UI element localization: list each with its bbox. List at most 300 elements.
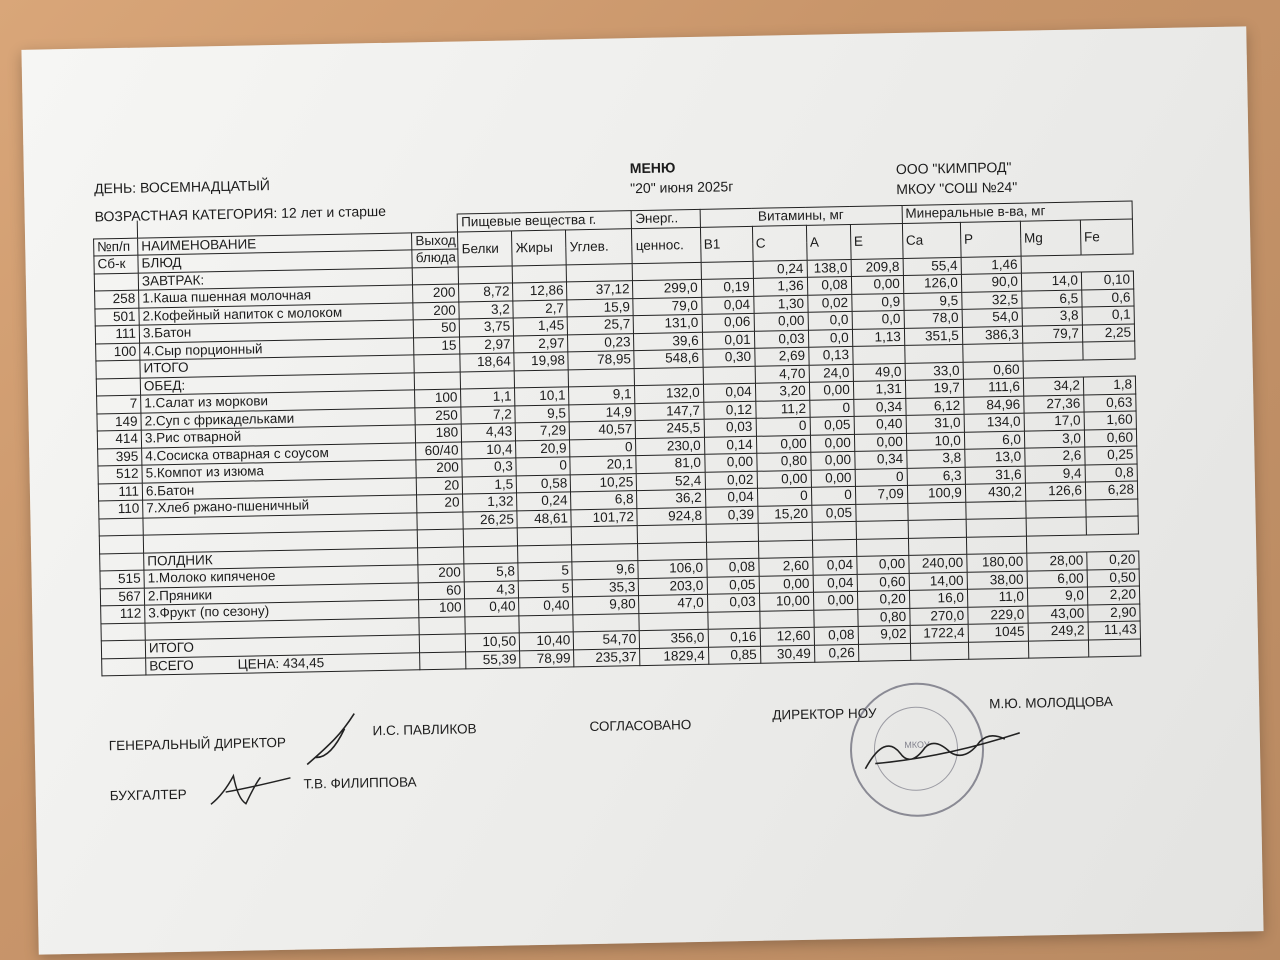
value-ca: 126,0 [903, 274, 961, 293]
cell [515, 369, 569, 388]
cell [1086, 498, 1138, 516]
cell [707, 611, 759, 629]
recipe-number: 258 [95, 290, 139, 308]
value-fe: 0,60 [963, 361, 1023, 380]
b1-header: B1 [700, 226, 753, 262]
cell [908, 502, 966, 521]
value-carbs: 6,8 [571, 491, 637, 510]
e-header: E [850, 223, 903, 259]
total-protein: 55,39 [466, 650, 520, 669]
total-label-text: ИТОГО [143, 359, 189, 376]
total-carbs: 235,37 [574, 648, 640, 667]
cell [519, 614, 573, 633]
mg-header: Mg [1020, 220, 1081, 256]
value-c: 0,00 [757, 470, 811, 489]
value-p: 209,8 [851, 258, 903, 276]
value-energy: 39,6 [634, 332, 702, 351]
value-e: 0 [855, 468, 907, 486]
value-mg: 17,0 [1024, 412, 1084, 431]
dish-name: 7.Хлеб ржано-пшеничный [143, 495, 418, 518]
value-b1: 0,00 [704, 453, 756, 471]
value-a: 0,00 [810, 451, 854, 469]
recipe-number: 395 [98, 448, 142, 466]
cell [855, 503, 907, 521]
value-ca: 10,0 [906, 432, 964, 451]
value-carbs: 40,57 [570, 421, 636, 440]
recipe-number: 111 [98, 483, 142, 501]
total-ca: 1722,4 [910, 624, 968, 643]
value-e: 0,00 [856, 555, 908, 573]
cell [1026, 499, 1086, 518]
total-a: 0,08 [814, 626, 858, 644]
value-p: 386,3 [962, 326, 1022, 345]
value-energy: 245,5 [636, 419, 704, 438]
value-fat: 0 [516, 457, 570, 476]
recipe-number: 111 [95, 325, 139, 343]
total-fat: 10,40 [520, 632, 574, 651]
value-e: 0,60 [857, 573, 909, 591]
cell [464, 528, 518, 547]
value-carbs: 35,3 [573, 578, 639, 597]
cell [1088, 638, 1140, 656]
value-e: 1,31 [853, 380, 905, 398]
value-fe: 0,10 [1081, 271, 1133, 289]
value-fat: 9,5 [515, 404, 569, 423]
dish-yield: 100 [415, 389, 461, 407]
value-p: 180,00 [967, 553, 1027, 572]
value-fe: 0,6 [1082, 289, 1134, 307]
cell [1083, 341, 1135, 359]
value-c: 0,00 [759, 575, 813, 594]
value-e: 0,80 [857, 608, 909, 626]
cell [639, 612, 707, 631]
dish-yield: 50 [413, 319, 459, 337]
cell [910, 642, 968, 661]
value-mg: 126,6 [1025, 482, 1085, 501]
value-mg: 2,6 [1025, 447, 1085, 466]
value-fat: 5 [518, 562, 572, 581]
value-protein: 10,4 [462, 440, 516, 459]
fe-header: Fe [1080, 219, 1133, 255]
cell [513, 264, 567, 283]
cell [518, 527, 572, 546]
dish-name: 5.Компот из изюма [142, 460, 417, 483]
energy-header-2: ценнос. [632, 227, 701, 263]
value-fat: 7,29 [516, 422, 570, 441]
cell [464, 545, 518, 564]
cell [852, 345, 904, 363]
value-c: 0,00 [756, 435, 810, 454]
total-protein: 18,64 [460, 353, 514, 372]
cell [759, 610, 813, 629]
value-protein: 5,8 [464, 563, 518, 582]
value-ca: 351,5 [904, 327, 962, 346]
cell [465, 615, 519, 634]
value-b1: 0,05 [707, 576, 759, 594]
value-fat: 0,58 [517, 474, 571, 493]
value-fe: 2,20 [1087, 586, 1139, 604]
cell [518, 544, 572, 563]
value-b1: 0,04 [705, 488, 757, 506]
cell [460, 370, 514, 389]
dish-yield: 100 [419, 599, 465, 617]
recipe-number: 7 [97, 395, 141, 413]
value-p: 11,0 [967, 588, 1027, 607]
total-energy: 356,0 [640, 629, 708, 648]
value-carbs: 37,12 [567, 281, 633, 300]
school-director-signature [855, 721, 1026, 784]
total-label-text: ВСЕГО [149, 657, 194, 674]
age-category: ВОЗРАСТНАЯ КАТЕГОРИЯ: 12 лет и старше [94, 202, 387, 225]
value-protein: 3,2 [459, 300, 513, 319]
cell [414, 354, 460, 372]
value-energy: 132,0 [635, 384, 703, 403]
approved-label: СОГЛАСОВАНО [589, 717, 692, 735]
cell [419, 616, 465, 634]
name-header-2: БЛЮД [138, 250, 413, 273]
menu-date: "20" июня 2025г [630, 178, 734, 197]
menu-sheet [21, 26, 1263, 954]
cell [1023, 342, 1083, 361]
cell [101, 623, 145, 641]
value-energy: 299,0 [633, 279, 701, 298]
value-a: 0,04 [812, 556, 856, 574]
accountant-name: Т.В. ФИЛИППОВА [303, 774, 417, 792]
dish-yield: 250 [415, 406, 461, 424]
cell [569, 368, 635, 387]
value-fe: 1,46 [961, 256, 1021, 275]
value-mg: 3,8 [1022, 307, 1082, 326]
value-e: 0,24 [753, 260, 807, 279]
value-b1: 0,02 [705, 471, 757, 489]
value-ca: 3,8 [906, 449, 964, 468]
num-header-1: №п/п [94, 238, 138, 256]
value-energy: 147,7 [635, 402, 703, 421]
value-fat: 1,45 [514, 317, 568, 336]
value-carbs: 9,1 [569, 386, 635, 405]
value-ca: 9,5 [903, 292, 961, 311]
value-carbs: 25,7 [568, 316, 634, 335]
section-title: ОБЕД: [140, 372, 415, 395]
value-fe: 0,60 [1084, 429, 1136, 447]
total-b1: 0,85 [708, 646, 760, 664]
value-fat: 0,24 [517, 492, 571, 511]
ca-header: Ca [902, 222, 961, 258]
value-protein: 3,75 [459, 318, 513, 337]
value-mg: 55,4 [903, 257, 961, 276]
value-p: 84,96 [964, 396, 1024, 415]
value-energy: 79,0 [633, 297, 701, 316]
value-mg: 43,00 [1028, 604, 1088, 623]
value-mg: 6,00 [1027, 569, 1087, 588]
value-b1: 0,19 [701, 278, 753, 296]
value-mg: 9,0 [1027, 587, 1087, 606]
total-carbs: 78,95 [568, 351, 634, 370]
value-a: 0,0 [808, 311, 852, 329]
value-fe: 0,20 [1087, 551, 1139, 569]
value-c: 3,20 [755, 382, 809, 401]
value-p: 54,0 [962, 308, 1022, 327]
value-protein: 0,40 [465, 598, 519, 617]
value-e: 4,70 [755, 365, 809, 384]
cell [635, 367, 703, 386]
value-carbs: 15,9 [567, 298, 633, 317]
value-energy: 36,2 [637, 489, 705, 508]
dish-name: 1.Салат из моркови [141, 390, 416, 413]
dish-name: 1.Молоко кипяченое [144, 565, 419, 588]
cell [1086, 516, 1138, 534]
total-p: 1045 [968, 623, 1028, 642]
dish-yield: 200 [416, 459, 462, 477]
value-energy: 203,0 [639, 577, 707, 596]
cell [706, 541, 758, 559]
value-mg: 6,5 [1022, 290, 1082, 309]
value-mg: 27,36 [1024, 395, 1084, 414]
yield-header-2: блюда [412, 249, 458, 267]
official-stamp: МКОУ [849, 682, 986, 819]
cell [966, 518, 1026, 537]
value-e: 0,00 [851, 275, 903, 293]
cell [1028, 639, 1088, 658]
value-protein: 7,2 [461, 405, 515, 424]
cell [966, 536, 1026, 555]
value-fat: 20,9 [516, 439, 570, 458]
total-fat: 78,99 [520, 649, 574, 668]
dish-name: 1.Каша пшенная молочная [139, 285, 414, 308]
value-protein: 1,32 [463, 493, 517, 512]
total-energy: 924,8 [637, 507, 705, 526]
total-fat: 48,61 [517, 509, 571, 528]
value-a: 0,08 [807, 276, 851, 294]
value-b1: 0,03 [704, 418, 756, 436]
value-mg: 34,2 [1023, 377, 1083, 396]
value-b1: 0,06 [702, 313, 754, 331]
cell [420, 634, 466, 652]
director-title: ГЕНЕРАЛЬНЫЙ ДИРЕКТОР [108, 734, 287, 754]
value-carbs: 0 [570, 438, 636, 457]
value-fat: 0,40 [519, 597, 573, 616]
value-p: 38,00 [967, 571, 1027, 590]
total-e: 9,02 [858, 625, 910, 643]
recipe-number: 512 [98, 465, 142, 483]
value-a: 0,00 [811, 469, 855, 487]
total-b1: 0,16 [708, 628, 760, 646]
cell [102, 658, 146, 676]
value-mg: 3,0 [1024, 430, 1084, 449]
accountant-title: БУХГАЛТЕР [109, 786, 187, 804]
value-a: 0,00 [810, 434, 854, 452]
value-b1: 0,04 [703, 383, 755, 401]
value-e: 0,34 [854, 450, 906, 468]
total-protein: 26,25 [463, 510, 517, 529]
dish-yield: 60 [419, 581, 465, 599]
total-fe: 11,43 [1088, 621, 1140, 639]
value-a: 0,04 [813, 574, 857, 592]
value-a: 0,02 [807, 294, 851, 312]
cell [567, 263, 633, 282]
value-energy: 131,0 [634, 314, 702, 333]
value-fat: 2,7 [513, 299, 567, 318]
org-name-1: ООО "КИМПРОД" [895, 158, 1012, 178]
value-b1: 0,04 [701, 296, 753, 314]
dish-name: 3.Батон [139, 320, 414, 343]
value-fe: 0,8 [1085, 464, 1137, 482]
value-protein: 4,43 [462, 423, 516, 442]
recipe-number: 100 [96, 343, 140, 361]
price-label: ЦЕНА: 434,45 [237, 654, 325, 672]
value-ca: 6,3 [907, 467, 965, 486]
recipe-number [96, 378, 140, 396]
cell [1026, 517, 1086, 536]
value-mg: 14,0 [1021, 272, 1081, 291]
total-protein: 10,50 [466, 633, 520, 652]
value-c: 2,60 [758, 557, 812, 576]
value-e: 1,13 [852, 328, 904, 346]
name-header-1: НАИМЕНОВАНИЕ [138, 232, 413, 255]
value-a: 0,00 [813, 591, 857, 609]
value-energy: 47,0 [639, 594, 707, 613]
dish-yield: 180 [415, 424, 461, 442]
recipe-number: 149 [97, 413, 141, 431]
value-ca: 78,0 [904, 309, 962, 328]
value-fe: 1,60 [1084, 411, 1136, 429]
value-b1: 0,14 [704, 436, 756, 454]
value-energy: 81,0 [636, 454, 704, 473]
recipe-number: 515 [100, 570, 144, 588]
value-fe: 2,90 [1088, 603, 1140, 621]
cell [904, 344, 962, 363]
cell [812, 539, 856, 557]
value-c: 0 [757, 487, 811, 506]
cell [417, 529, 463, 547]
dish-yield: 20 [416, 476, 462, 494]
value-ca: 240,00 [909, 554, 967, 573]
value-e: 0,40 [854, 415, 906, 433]
value-mg: 9,4 [1025, 465, 1085, 484]
value-fe: 6,28 [1085, 481, 1137, 499]
c-header: C [752, 225, 807, 261]
value-carbs: 9,80 [573, 596, 639, 615]
total-energy: 1829,4 [640, 647, 708, 666]
value-e: 0,0 [852, 310, 904, 328]
value-ca: 270,0 [910, 607, 968, 626]
value-c: 10,00 [759, 592, 813, 611]
total-a: 0,05 [811, 504, 855, 522]
recipe-number [100, 553, 144, 571]
cell [418, 546, 464, 564]
value-p: 6,0 [964, 431, 1024, 450]
total-a: 0,26 [814, 644, 858, 662]
cell [856, 538, 908, 556]
cell [572, 543, 638, 562]
value-a: 0,00 [809, 381, 853, 399]
total-carbs: 101,72 [571, 508, 637, 527]
cell [908, 537, 966, 556]
value-energy: 230,0 [636, 437, 704, 456]
value-mg: 79,7 [1022, 325, 1082, 344]
dish-name: 2.Пряники [144, 582, 419, 605]
total-c: 30,49 [760, 645, 814, 664]
cell [758, 540, 812, 559]
protein-header: Белки [458, 230, 513, 266]
minerals-header: Минеральные в-ва, мг [902, 201, 1133, 223]
value-ca: 14,00 [909, 572, 967, 591]
value-ca: 138,0 [807, 259, 851, 277]
cell [101, 640, 145, 658]
value-b1: 0,01 [702, 331, 754, 349]
vitamins-header: Витамины, мг [700, 205, 903, 226]
value-fe: 0,1 [1082, 306, 1134, 324]
value-c: 0,00 [754, 312, 808, 331]
value-p: 430,2 [965, 483, 1025, 502]
value-e: 0,34 [853, 398, 905, 416]
value-a: 0,0 [808, 329, 852, 347]
value-e: 0,00 [854, 433, 906, 451]
value-p: 13,0 [965, 448, 1025, 467]
value-p: 49,0 [853, 363, 905, 381]
value-ca: 31,0 [906, 414, 964, 433]
cell [420, 651, 466, 669]
cell [414, 371, 460, 389]
num-header-2: Сб-к [94, 255, 138, 273]
value-fat: 2,97 [514, 334, 568, 353]
value-p: 111,6 [963, 378, 1023, 397]
total-b1: 0,39 [705, 506, 757, 524]
cell [99, 518, 143, 536]
value-p: 32,5 [962, 291, 1022, 310]
value-ca: 16,0 [909, 589, 967, 608]
value-e: 0,20 [857, 590, 909, 608]
cell [812, 521, 856, 539]
value-carbs: 0,23 [568, 333, 634, 352]
day-label: ДЕНЬ: ВОСЕМНАДЦАТЫЙ [93, 177, 271, 197]
cell [638, 542, 706, 561]
dish-yield: 200 [413, 301, 459, 319]
total-carbs: 54,70 [574, 631, 640, 650]
recipe-number: 567 [100, 588, 144, 606]
total-label-text: ИТОГО [148, 639, 195, 656]
value-fe: 0,63 [1084, 394, 1136, 412]
dish-yield: 20 [417, 494, 463, 512]
value-protein: 2,97 [460, 335, 514, 354]
yield-header-1: Выход [412, 231, 458, 249]
recipe-number: 112 [101, 605, 145, 623]
cell [908, 519, 966, 538]
cell [458, 265, 512, 284]
cell [706, 523, 758, 541]
value-a: 0 [811, 486, 855, 504]
total-b1: 0,30 [702, 348, 754, 366]
cell [572, 526, 638, 545]
dish-yield: 200 [413, 284, 459, 302]
value-carbs: 20,1 [570, 456, 636, 475]
value-c: 0 [756, 417, 810, 436]
fat-header: Жиры [512, 229, 567, 265]
total-c: 2,69 [754, 347, 808, 366]
value-carbs: 9,6 [572, 561, 638, 580]
p-header: P [960, 221, 1021, 257]
director-name: И.С. ПАВЛИКОВ [372, 721, 477, 739]
cell [813, 609, 857, 627]
value-c: 11,2 [755, 400, 809, 419]
value-mg: 33,0 [905, 362, 963, 381]
total-c: 15,20 [757, 505, 811, 524]
school-director-name: М.Ю. МОЛОДЦОВА [989, 694, 1113, 712]
dish-yield: 60/40 [416, 441, 462, 459]
dish-name: 2.Кофейный напиток с молоком [139, 302, 414, 325]
menu-title: МЕНЮ [629, 159, 676, 177]
cell [968, 641, 1028, 660]
